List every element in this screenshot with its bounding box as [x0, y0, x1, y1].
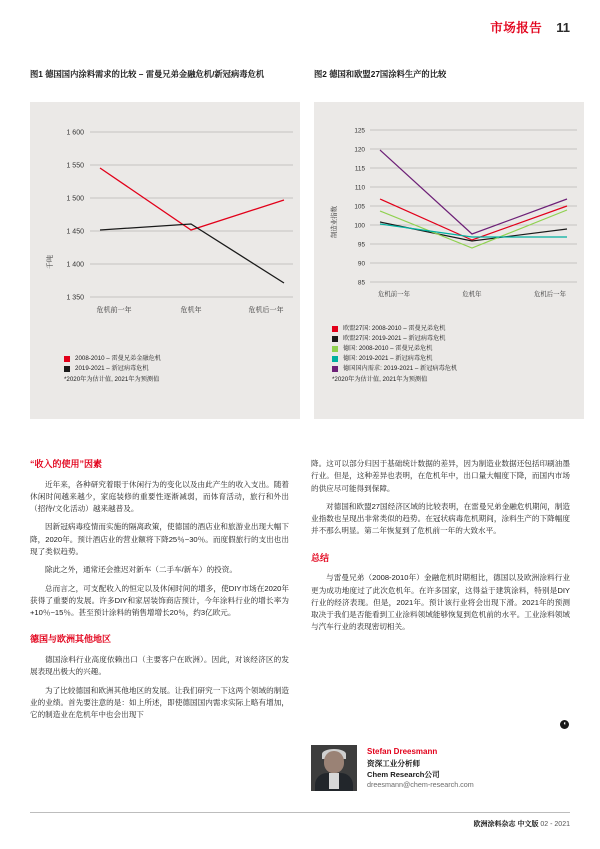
legend-label: 德国: 2008-2010 – 雷曼兄弟危机 [343, 345, 433, 353]
footer-divider [30, 812, 570, 813]
paragraph: 除此之外，通常还会推迟对新车（二手车/新车）的投资。 [45, 565, 237, 575]
page-header [490, 18, 570, 36]
legend-label: 欧盟27国: 2008-2010 – 雷曼兄弟危机 [343, 325, 446, 332]
author-info [367, 745, 474, 790]
legend-item [64, 355, 292, 363]
svg-text:危机前一年: 危机前一年 [96, 307, 132, 314]
svg-text:125: 125 [354, 127, 365, 135]
figure-2-y-axis-title: 制造业指数 [331, 206, 338, 238]
legend-label: 2019-2021 – 新冠病毒危机 [75, 365, 149, 373]
svg-text:1 450: 1 450 [66, 228, 84, 236]
left-column [30, 458, 289, 727]
figure-1-body [30, 102, 300, 419]
figure-1-note: *2020年为估计值, 2021年为预测值 [64, 376, 160, 384]
legend-swatch-icon [332, 326, 338, 332]
legend-label: 2008-2010 – 雷曼兄弟金融危机 [75, 355, 161, 362]
paragraph: 总而言之，可支配收入的恒定以及休闲时间的增多，使DIY市场在2020年获得了重要的发展。许多DIY和家居装饰商店预计，今年涂料行业的增长率为+10％~15％。甚至预计涂料的销售增增长20％，约3亿欧元。 [30, 583, 289, 618]
figure-2-body [314, 102, 584, 419]
author-company: Chem Research公司 [367, 769, 440, 779]
figure-1 [30, 68, 300, 419]
svg-text:120: 120 [354, 146, 365, 154]
svg-text:危机后一年: 危机后一年 [248, 307, 284, 314]
paragraph: 与雷曼兄弟（2008-2010年）金融危机时期相比，德国以及欧洲涂料行业更为成功地度过了此次危机年。在许多国家，这得益于建筑涂料，特别是DIY行业的经济表现。但是，2021年。预计该行业将会出现下滑。2021年的预测取决于我们是否能看到工业涂料领域能够恢复到危机前的水平。工业涂料领域与汽车行业的表现密切相关。 [311, 573, 570, 632]
figure-1-caption: 图1 德国国内涂料需求的比较 – 雷曼兄弟金融危机/新冠病毒危机 [30, 69, 265, 79]
legend-item [64, 365, 292, 373]
paragraph: 因新冠病毒疫情而实施的隔离政策，使德国的酒店业和旅游业出现大幅下降，2020年。预计酒店业的营业额将下降25％~30％。而度假旅行的支出也出现了类似趋势。 [30, 522, 289, 556]
section-heading-germany-europe: 德国与欧洲其他地区 [30, 634, 112, 645]
legend-item [332, 355, 576, 363]
figure-2 [314, 68, 584, 419]
author-block [311, 745, 474, 791]
svg-text:115: 115 [354, 165, 365, 173]
svg-text:1 550: 1 550 [66, 162, 84, 170]
section-heading-summary: 总结 [311, 552, 330, 563]
svg-text:危机前一年: 危机前一年 [378, 291, 410, 298]
author-avatar [311, 745, 357, 791]
svg-text:85: 85 [357, 279, 365, 287]
svg-text:90: 90 [357, 260, 365, 268]
legend-label: 欧盟27国: 2019-2021 – 新冠病毒危机 [343, 335, 446, 343]
legend-swatch-icon [332, 356, 338, 362]
legend-item [332, 365, 576, 373]
author-email[interactable]: dreesmann@chem-research.com [367, 779, 474, 789]
paragraph: 为了比较德国和欧洲其他地区的发展。让我们研究一下这两个领域的制造业的业绩。首先要注意的是：如上所述，即使德国国内需求实际上略有增加，它的制造业在危机年中也会出现下 [30, 685, 289, 720]
legend-item [332, 325, 576, 333]
legend-label: 德国国内需求: 2019-2021 – 新冠病毒危机 [343, 365, 458, 373]
section-heading-income-use: “收入的使用”因素 [30, 459, 103, 469]
figure-1-svg [38, 112, 302, 342]
legend-item [332, 345, 576, 353]
svg-text:105: 105 [354, 203, 365, 211]
figure-1-y-axis-title: 千吨 [47, 255, 54, 269]
svg-text:100: 100 [354, 222, 365, 230]
svg-text:危机年: 危机年 [180, 307, 202, 314]
figure-2-note: *2020年为估计值, 2021年为预测值 [332, 376, 428, 384]
svg-text:危机年: 危机年 [462, 291, 482, 298]
legend-swatch-icon [332, 336, 338, 342]
figure-2-svg [322, 112, 586, 312]
paragraph: 德国涂料行业高度依赖出口（主要客户在欧洲）。因此，对该经济区的发展表现出极大的兴趣。 [30, 654, 289, 677]
svg-text:95: 95 [357, 241, 365, 249]
page-number: 11 [556, 20, 570, 35]
figure-1-chart [38, 112, 292, 347]
figure-2-caption: 图2 德国和欧盟27国涂料生产的比较 [314, 69, 447, 79]
legend-swatch-icon [332, 346, 338, 352]
svg-text:危机后一年: 危机后一年 [534, 291, 566, 298]
svg-text:1 500: 1 500 [66, 195, 84, 203]
legend-swatch-icon [64, 356, 70, 362]
author-role: 资深工业分析师 [367, 758, 421, 768]
footer-issue: 02 - 2021 [540, 821, 570, 828]
figure-1-legend [38, 355, 292, 385]
legend-swatch-icon [332, 366, 338, 372]
svg-text:1 400: 1 400 [66, 261, 84, 269]
end-of-article-mark: ◖ [560, 720, 569, 729]
legend-swatch-icon [64, 366, 70, 372]
figure-2-legend [322, 325, 576, 385]
legend-label: 德国: 2019-2021 – 新冠病毒危机 [343, 355, 433, 363]
svg-text:1 600: 1 600 [66, 129, 84, 137]
paragraph: 近年来，各种研究着眼于休闲行为的变化以及由此产生的收入支出。随着休闲时间越来越少，家庭装修的重要性逐渐减弱，而体育活动，旅行和外出（招待/文化活动）越来越普及。 [30, 479, 289, 514]
svg-text:1 350: 1 350 [66, 294, 84, 302]
page-header-title: 市场报告 [490, 21, 543, 35]
article-body [30, 458, 570, 727]
figure-2-chart [322, 112, 576, 317]
legend-item [332, 335, 576, 343]
footer-publication: 欧洲涂料杂志 中文版 [473, 821, 539, 828]
page-footer [474, 819, 571, 829]
figures-row [30, 68, 570, 419]
svg-text:110: 110 [354, 184, 365, 192]
author-name: Stefan Dreesmann [367, 747, 438, 756]
paragraph: 对德国和欧盟27国经济区域的比较表明，在雷曼兄弟金融危机期间，制造业指数也呈现出非常类似的趋势。在冠状病毒危机期间，涂料生产的下降幅度并不那么明显。第二年恢复到了危机前一年的大致水平。 [311, 501, 570, 536]
right-column [311, 458, 570, 727]
paragraph: 降。这可以部分归因于基础统计数据的差异，因为制造业数据还包括印刷油墨行业。但是，这种差异也表明，在危机年中，出口量大幅度下降，而国内市场的供应尽可能得到保障。 [311, 459, 570, 493]
